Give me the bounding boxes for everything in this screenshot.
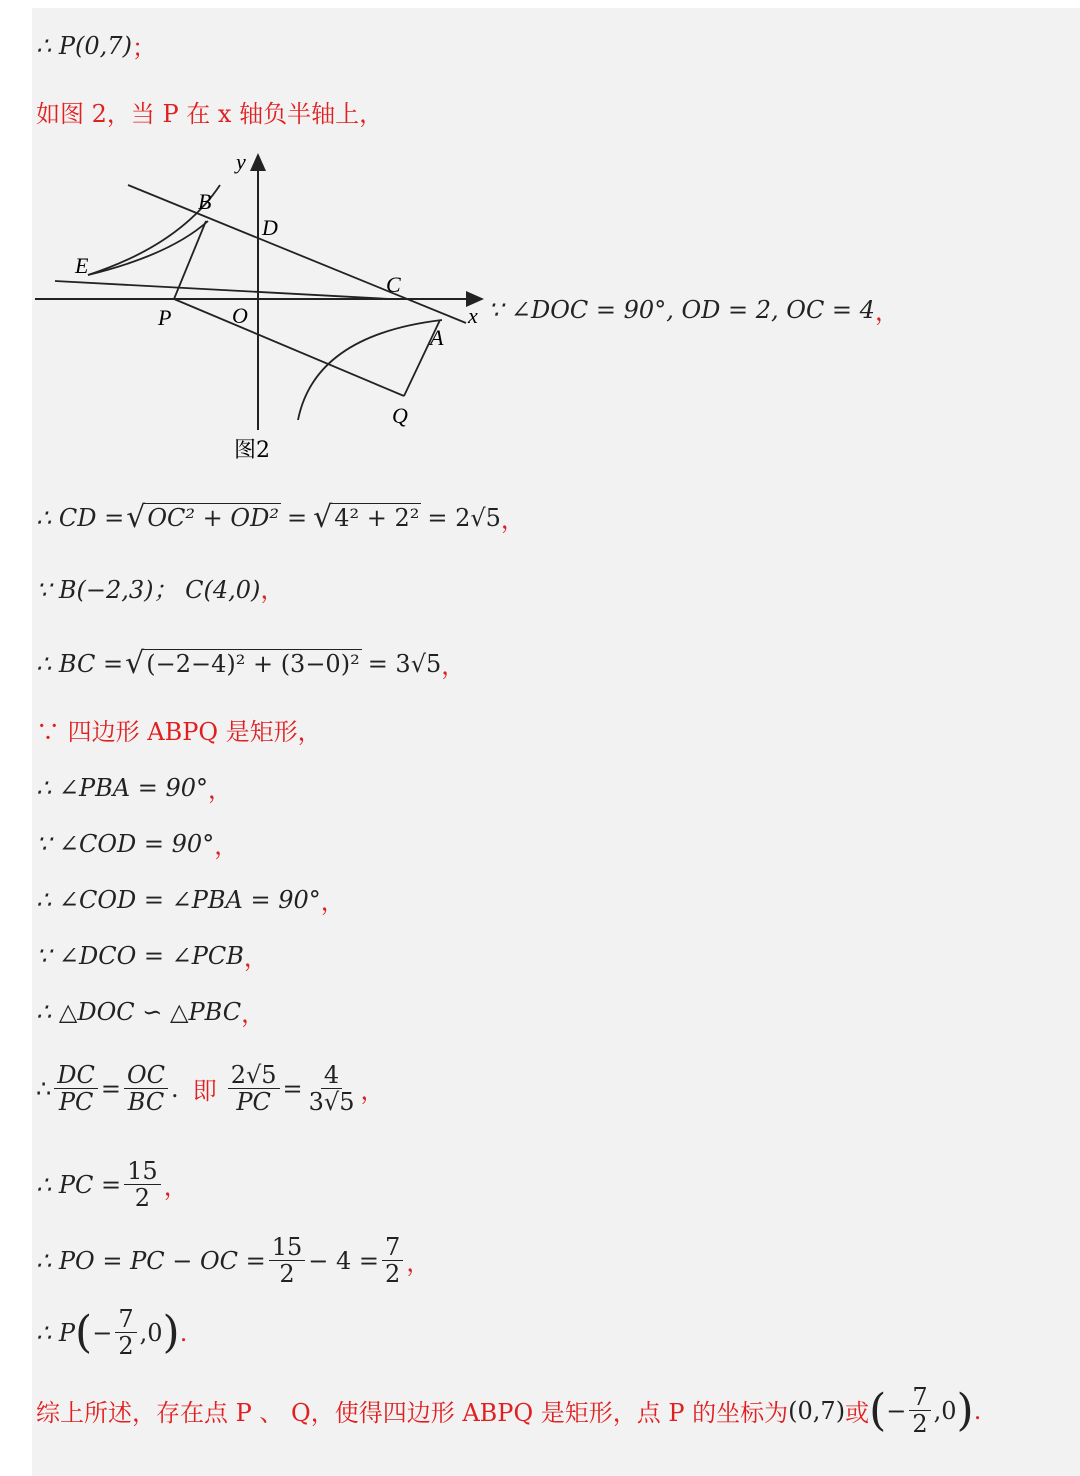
line-ratio <box>36 1062 384 1116</box>
math-text: ∵ ∠COD = 90° <box>36 829 215 858</box>
math-text: ∴ BC = <box>36 649 124 678</box>
math-text: ∴ △DOC ∽ △PBC <box>36 997 242 1026</box>
punct: ， <box>214 832 239 860</box>
label-q: Q <box>392 403 408 428</box>
paren-open: ( <box>75 1306 93 1358</box>
line-similar <box>36 994 265 1029</box>
line-po <box>36 1234 430 1288</box>
dot: . <box>171 1074 179 1103</box>
figure-caption: 图2 <box>234 438 270 463</box>
line-bc <box>36 646 465 681</box>
fraction-7-2: $\frac{7}{2}$ <box>382 1234 403 1288</box>
fraction-2r5-pc: $\frac{2√5}{PC}$ <box>228 1062 280 1116</box>
line-bdc <box>128 185 466 323</box>
line-cod-pba <box>36 882 345 917</box>
math-text: ∴ CD = <box>36 503 125 532</box>
punct: . <box>179 1318 188 1347</box>
label-b: B <box>198 189 212 214</box>
line-pba <box>36 770 232 805</box>
line-p-07 <box>36 28 156 63</box>
punct: ， <box>874 298 899 326</box>
sqrt-1: √ OC² + OD² <box>126 499 279 535</box>
line-cod <box>36 826 238 861</box>
label-a: A <box>430 325 444 350</box>
math-text: ∴ PC = <box>36 1170 122 1199</box>
curve-eb <box>88 221 208 275</box>
fraction-7-2: $\frac{7}{2}$ <box>115 1306 136 1360</box>
math-text: ∴ ∠COD = ∠PBA = 90° <box>36 885 321 914</box>
result: = 2√5 <box>427 503 501 532</box>
line-given-doc <box>488 292 899 327</box>
or-label: 或 <box>845 1399 870 1428</box>
punct: ， <box>360 1077 385 1106</box>
paren-close: ) <box>956 1384 974 1436</box>
math-text: ,0 <box>933 1396 957 1425</box>
sqrt-bc: √ (−2−4)² + (3−0)² <box>125 645 360 681</box>
punct: . <box>973 1396 982 1425</box>
punct: ， <box>441 652 466 680</box>
radicand: (−2−4)² + (3−0)² <box>146 649 360 678</box>
minus: − <box>92 1318 113 1347</box>
punct: ， <box>208 776 233 804</box>
fraction-7-2: $\frac{7}{2}$ <box>909 1384 930 1438</box>
punct: ， <box>260 576 285 604</box>
line-case-2-intro <box>36 94 383 129</box>
punct: ， <box>163 1173 188 1202</box>
result: = 3√5 <box>367 649 442 678</box>
paren-open: ( <box>869 1384 887 1436</box>
math-text: ∵ B(−2,3)； C(4,0) <box>36 576 261 604</box>
math-text: ∵ ∠DCO = ∠PCB <box>36 941 244 970</box>
line-cd <box>36 500 525 535</box>
segment-pq <box>174 299 404 396</box>
math-text: ∴ ∠PBA = 90° <box>36 773 209 802</box>
radicand: 4² + 2² <box>334 503 420 532</box>
curve-lower <box>298 320 442 420</box>
conclusion-text: 综上所述，存在点 P 、 Q，使得四边形 ABPQ 是矩形，点 P 的坐标为 <box>36 1399 789 1428</box>
math-text: ∴ P <box>36 1318 76 1347</box>
sqrt-2: √ 4² + 2² <box>313 499 420 535</box>
radicand: OC² + OD² <box>147 503 279 532</box>
punct: ， <box>406 1249 431 1278</box>
math-text: ∴ P(0,7) <box>36 31 132 60</box>
figure-2-diagram <box>30 145 500 475</box>
punct: ； <box>131 34 156 62</box>
math-text: − 4 = <box>308 1246 380 1275</box>
equals: = <box>282 1074 303 1103</box>
equals: = <box>286 503 308 532</box>
line-p-coord <box>36 1306 187 1360</box>
label-p: P <box>158 305 172 330</box>
therefore: ∴ <box>36 1074 52 1103</box>
line-b-c-coords <box>36 570 284 605</box>
punct: ， <box>320 888 345 916</box>
ji-label: 即 <box>192 1077 217 1106</box>
math-text: ∵ 四边形 ABPQ 是矩形， <box>36 718 322 746</box>
label-e: E <box>75 253 89 278</box>
paren-close: ) <box>162 1306 180 1358</box>
fraction-15-2: $\frac{15}{2}$ <box>269 1234 306 1288</box>
line-dco-pcb <box>36 938 268 973</box>
label-d: D <box>262 215 278 240</box>
line-pc <box>36 1158 188 1212</box>
math-text: ,0 <box>139 1318 163 1347</box>
line-rectangle <box>36 712 322 747</box>
case-text: 如图 2，当 P 在 x 轴负半轴上， <box>36 100 384 128</box>
equals: = <box>100 1074 121 1103</box>
label-c: C <box>386 272 401 297</box>
line-conclusion <box>36 1384 981 1438</box>
math-text: ∴ PO = PC − OC = <box>36 1246 266 1275</box>
label-o: O <box>232 303 248 328</box>
punct: ， <box>500 506 525 534</box>
label-y: y <box>236 149 246 174</box>
punct: ， <box>241 1000 266 1028</box>
fraction-15-2: $\frac{15}{2}$ <box>124 1158 161 1212</box>
punct: ， <box>243 944 268 972</box>
coord-0-7: (0,7) <box>788 1396 846 1425</box>
segment-bp <box>174 221 206 299</box>
fraction-oc-bc: $\frac{OC}{BC}$ <box>124 1062 168 1116</box>
label-x: x <box>468 303 478 328</box>
fraction-4-3r5: $\frac{4}{3√5}$ <box>308 1061 355 1117</box>
line-ec <box>55 281 390 299</box>
fraction-dc-pc: $\frac{DC}{PC}$ <box>54 1062 98 1116</box>
minus: − <box>886 1396 907 1425</box>
math-text: ∵ ∠DOC = 90°, OD = 2, OC = 4 <box>488 295 875 324</box>
